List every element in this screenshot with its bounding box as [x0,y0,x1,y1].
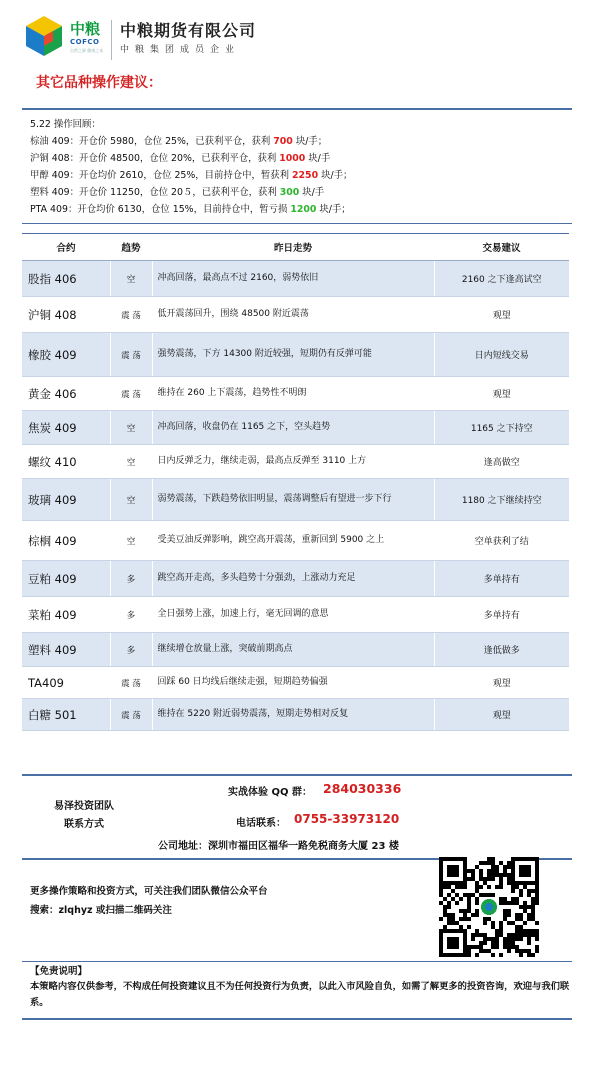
phone-label: 电话联系： [236,818,286,829]
qq-group-label: 实战体验 QQ 群： [228,787,312,798]
company-name: 中粮期货有限公司 [120,21,257,40]
trend-description-cell: 维持在 260 上下震荡，趋势性不明朗 [152,377,434,411]
trend-description-cell: 跳空高开走高，多头趋势十分强劲，上涨动力充足 [152,561,434,597]
trend-cell: 震 荡 [110,297,152,333]
header-yesterday: 昨日走势 [152,234,434,261]
review-line-unit: 块/手； [292,136,328,147]
advice-cell: 日内短线交易 [434,333,569,377]
review-rule [22,223,572,224]
trend-cell: 震 荡 [110,699,152,731]
advice-cell: 观望 [434,667,569,699]
section-title: 其它品种操作建议： [36,75,162,91]
qr-code-icon[interactable] [439,857,539,957]
review-line-unit: 块/手； [316,204,351,215]
review-line-text: 沪铜 408：开仓价 48500，仓位 20%，已获利平仓，获利 [30,153,280,164]
review-line [30,167,352,184]
trend-description-cell: 低开震荡回升，围绕 48500 附近震荡 [152,297,434,333]
contract-cell: 螺纹 410 [22,445,110,479]
contract-cell: 股指 406 [22,261,110,297]
disclaimer-title: 【免责说明】 [30,966,88,977]
contract-cell: 焦炭 409 [22,411,110,445]
review-line-amount: 700 [273,136,293,147]
header-contract: 合约 [22,234,110,261]
table-row [22,445,569,479]
review-line [30,184,352,201]
trend-cell: 震 荡 [110,333,152,377]
review-line [30,150,352,167]
advice-cell: 观望 [434,377,569,411]
table-row [22,377,569,411]
trend-cell: 空 [110,479,152,521]
table-row [22,479,569,521]
table-row [22,667,569,699]
table-body [22,261,569,731]
review-line-unit: 块/手 [299,187,325,198]
contract-cell: 棕榈 409 [22,521,110,561]
advice-cell: 2160 之下逢高试空 [434,261,569,297]
cofco-logo-icon [22,14,66,58]
review-line-amount: 1000 [279,153,306,164]
table-header-row [22,234,569,261]
advice-cell: 逢高做空 [434,445,569,479]
disclaimer-text: 本策略内容仅供参考，不构成任何投资建议且不为任何投资行为负责，以此入市风险自负，如需了解更多的投资咨询，欢迎与我们联系。 [30,981,570,1008]
advice-cell: 观望 [434,297,569,333]
review-line-text: 甲醇 409：开仓均价 2610，仓位 25%，目前持仓中，暂获利 [30,170,293,181]
phone-number[interactable]: 0755-33973120 [294,812,400,826]
advice-cell: 空单获利了结 [434,521,569,561]
review-block [30,116,352,218]
team-name: 易泽投资团队 [54,801,114,812]
team-contact-label: 联系方式 [64,819,104,830]
trend-description-cell: 回踩 60 日均线后继续走强，短期趋势偏强 [152,667,434,699]
review-line-text: 棕油 409：开仓价 5980，仓位 25%，已获利平仓，获利 [30,136,274,147]
wechat-search: 搜索：zlqhyz 或扫描二维码关注 [30,905,172,916]
trend-cell: 震 荡 [110,667,152,699]
page-header [0,0,595,68]
contract-cell: 菜粕 409 [22,597,110,633]
table-row [22,561,569,597]
table-row [22,261,569,297]
advice-table [22,233,569,731]
wechat-promo: 更多操作策略和投资方式，可关注我们团队微信公众平台 [30,886,268,897]
review-line [30,201,352,218]
advice-cell: 多单持有 [434,597,569,633]
review-line-unit: 块/手 [305,153,331,164]
table-row [22,521,569,561]
trend-description-cell: 维持在 5220 附近弱势震荡，短期走势相对反复 [152,699,434,731]
advice-cell: 观望 [434,699,569,731]
company-address: 公司地址：深圳市福田区福华一路免税商务大厦 23 楼 [158,841,399,852]
trend-description-cell: 全日强势上涨，加速上行，毫无回调的意思 [152,597,434,633]
trend-description-cell: 冲高回落，最高点不过 2160，弱势依旧 [152,261,434,297]
contract-cell: 黄金 406 [22,377,110,411]
contract-cell: 豆粕 409 [22,561,110,597]
qq-group-number[interactable]: 284030336 [323,781,402,796]
contract-cell: 橡胶 409 [22,333,110,377]
team-label [44,798,124,834]
table-row [22,297,569,333]
table-row [22,333,569,377]
trend-cell: 空 [110,261,152,297]
contract-cell: TA409 [22,667,110,699]
review-line-amount: 2250 [292,170,319,181]
header-divider [111,20,112,60]
section-rule [22,108,572,110]
table-row [22,633,569,667]
review-line-amount: 1200 [290,204,317,215]
trend-cell: 震 荡 [110,377,152,411]
trend-description-cell: 继续增仓放量上涨，突破前期高点 [152,633,434,667]
table-row [22,411,569,445]
trend-cell: 多 [110,561,152,597]
review-line-amount: 300 [279,187,300,198]
contract-cell: 塑料 409 [22,633,110,667]
review-line-unit: 块/手； [318,170,353,181]
contract-cell: 白糖 501 [22,699,110,731]
trend-cell: 多 [110,597,152,633]
advice-cell: 逢低做多 [434,633,569,667]
trend-cell: 空 [110,411,152,445]
advice-cell: 1165 之下持空 [434,411,569,445]
advice-cell: 1180 之下继续持空 [434,479,569,521]
logo-text-cn: 中粮 [70,20,101,38]
header-advice: 交易建议 [434,234,569,261]
table-row [22,597,569,633]
trend-cell: 空 [110,521,152,561]
company-subtitle: 中粮集团成员企业 [120,45,241,55]
trend-description-cell: 冲高回落，收盘仍在 1165 之下，空头趋势 [152,411,434,445]
contract-cell: 玻璃 409 [22,479,110,521]
trend-description-cell: 受美豆油反弹影响，跳空高开震荡，重新回到 5900 之上 [152,521,434,561]
logo-text-en: COFCO [70,38,100,46]
trend-description-cell: 弱势震荡，下跌趋势依旧明显，震荡调整后有望进一步下行 [152,479,434,521]
trend-description-cell: 日内反弹乏力，继续走弱，最高点反弹至 3110 上方 [152,445,434,479]
advice-cell: 多单持有 [434,561,569,597]
trend-cell: 多 [110,633,152,667]
review-title: 5.22 操作回顾： [30,119,101,130]
contract-cell: 沪铜 408 [22,297,110,333]
trend-cell: 空 [110,445,152,479]
table-row [22,699,569,731]
review-line [30,133,352,150]
trend-description-cell: 强势震荡，下方 14300 附近较强，短期仍有反弹可能 [152,333,434,377]
review-lines [30,133,352,218]
review-line-text: 塑料 409：开仓价 11250，仓位 20５，已获利平仓，获利 [30,187,280,198]
logo-tagline: 自然之源 健康之本 [70,48,104,53]
header-trend: 趋势 [110,234,152,261]
review-line-text: PTA 409：开仓均价 6130，仓位 15%，目前持仓中，暂亏损 [30,204,291,215]
